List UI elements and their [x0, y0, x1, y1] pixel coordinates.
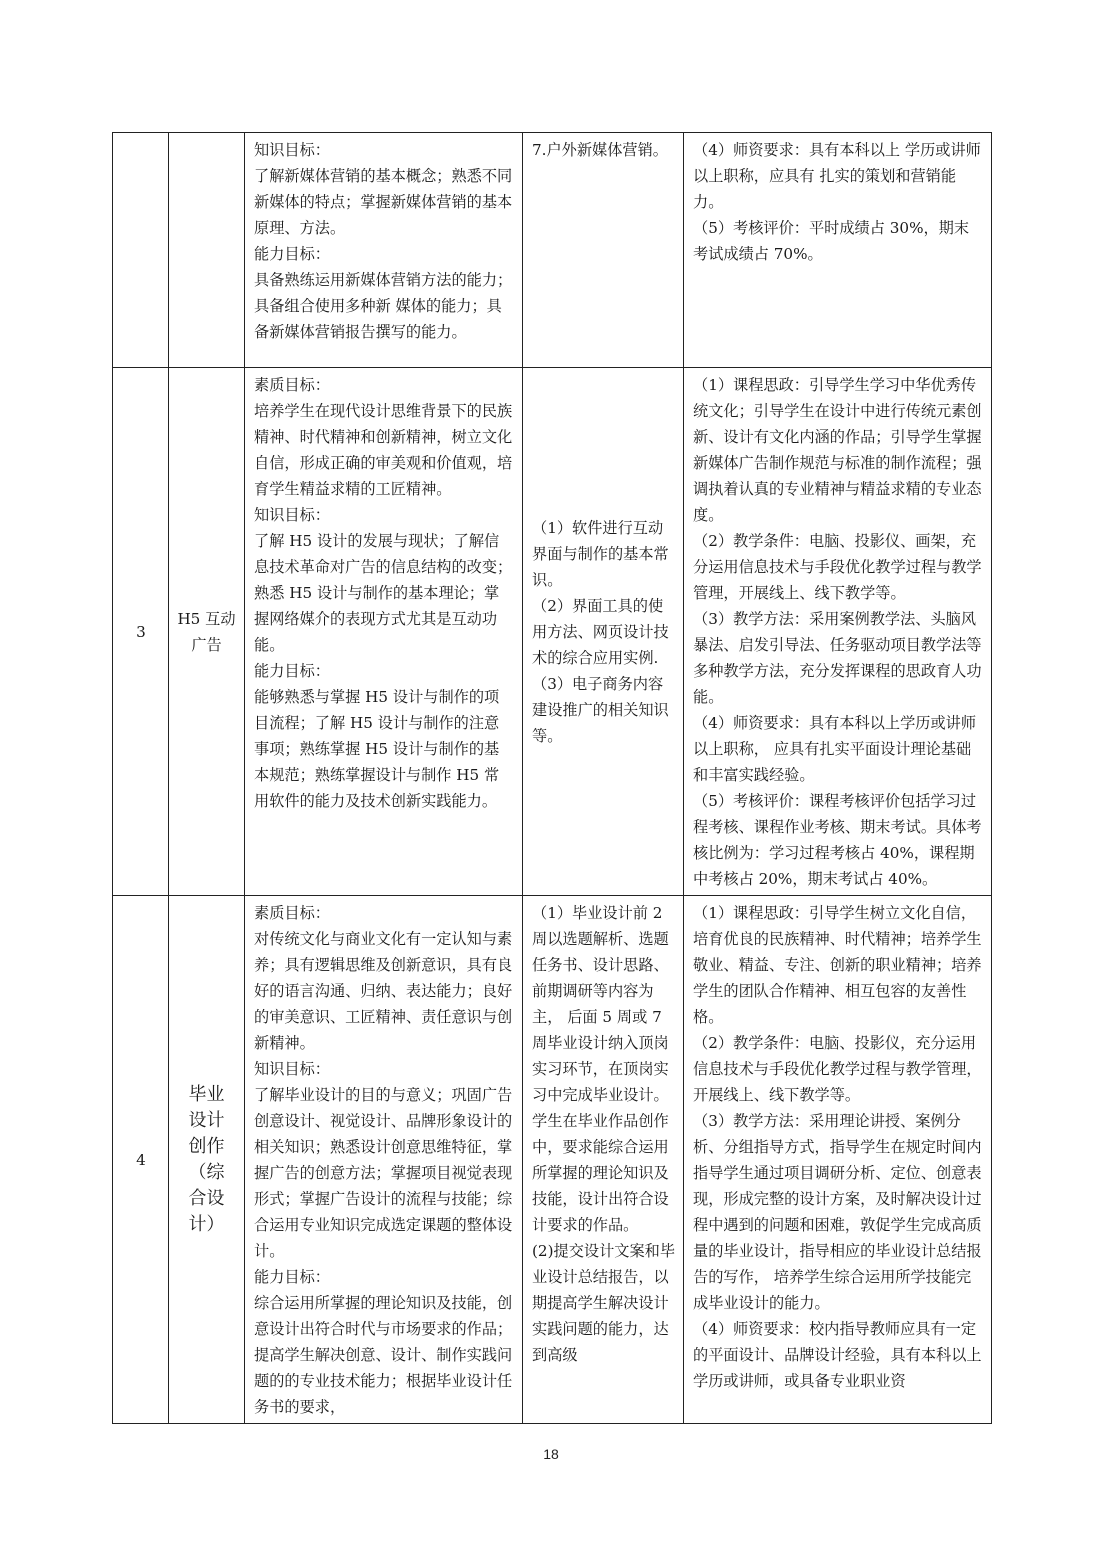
course-name-cell: 毕业设计创作（综合设计）: [169, 896, 245, 1424]
page-number: 18: [543, 1446, 559, 1462]
content-text: （1）软件进行互动界面与制作的基本常识。 （2）界面工具的使用方法、网页设计技术的综合应用实例. （3）电子商务内容建设推广的相关知识等。: [532, 519, 669, 745]
requirements-cell: [684, 368, 992, 896]
course-name-cell: H5 互动广告: [169, 368, 245, 896]
row-number-cell: 3: [113, 368, 169, 896]
requirements-text: （1）课程思政：引导学生学习中华优秀传统文化；引导学生在设计中进行传统元素创新、设计有文化内涵的作品；引导学生掌握新媒体广告制作规范与标准的制作流程；强调执着认真的专业精神与精益求精的专业态度。 （2）教学条件：电脑、投影仪、画架，充分运用信息技术与手段优化教学过程与教学管理，开展线上、线下教学等。 （3）教学方法：采用案例教学法、头脑风暴法、启发引导法、任务驱动项目教学法等多种教学方法，充分发挥课程的思政育人功能。 （4）师资要求：具有本科以上学历或讲师以上职称， 应具有扎实平面设计理论基础和丰富实践经验。 （5）考核评价：课程考核评价包括学习过程考核、课程作业考核、期末考试。具体考核比例为：学习过程考核占 40%，课程期中考核占 20%，期末考试占 40%。: [693, 376, 982, 888]
row-number-cell: 4: [113, 896, 169, 1424]
course-table: [112, 132, 992, 1424]
course-name-cell: [169, 133, 245, 368]
content-cell: [523, 368, 684, 896]
objectives-text: 素质目标： 对传统文化与商业文化有一定认知与素养；具有逻辑思维及创新意识，具有良好的语言沟通、归纳、表达能力；良好的审美意识、工匠精神、责任意识与创新精神。 知识目标： 了解毕业设计的目的与意义；巩固广告创意设计、视觉设计、品牌形象设计的相关知识；熟悉设计创意思维特征，掌握广告的创意方法；掌握项目视觉表现形式；掌握广告设计的流程与技能；综合运用专业知识完成选定课题的整体设计。 能力目标： 综合运用所掌握的理论知识及技能，创意设计出符合时代与市场要求的作品；提高学生解决创意、设计、制作实践问题的的专业技术能力；根据毕业设计任务书的要求，: [254, 904, 513, 1416]
requirements-cell: [684, 896, 992, 1424]
objectives-cell: [245, 368, 523, 896]
row-number-cell: [113, 133, 169, 368]
table-row: [113, 368, 992, 896]
content-cell: [523, 133, 684, 368]
requirements-cell: [684, 133, 992, 368]
objectives-text: 素质目标： 培养学生在现代设计思维背景下的民族精神、时代精神和创新精神，树立文化自信，形成正确的审美观和价值观，培育学生精益求精的工匠精神。 知识目标： 了解 H5 设计的发展与现状；了解信息技术革命对广告的信息结构的改变；熟悉 H5 设计与制作的基本理论；掌握网络媒介的表现方式尤其是互动功能。 能力目标： 能够熟悉与掌握 H5 设计与制作的项目流程；了解 H5 设计与制作的注意事项；熟练掌握 H5 设计与制作的基本规范；熟练掌握设计与制作 H5 常用软件的能力及技术创新实践能力。: [254, 376, 513, 810]
objectives-cell: [245, 896, 523, 1424]
objectives-text: 知识目标： 了解新媒体营销的基本概念；熟悉不同新媒体的特点；掌握新媒体营销的基本原理、方法。 能力目标： 具备熟练运用新媒体营销方法的能力；具备组合使用多种新 媒体的能力；具备新媒体营销报告撰写的能力。: [254, 141, 513, 341]
objectives-cell: [245, 133, 523, 368]
content-text: （1）毕业设计前 2 周以选题解析、选题任务书、设计思路、前期调研等内容为主， 后面 5 周或 7 周毕业设计纳入顶岗实习环节，在顶岗实习中完成毕业设计。学生在毕业作品创作中，要求能综合运用所掌握的理论知识及技能，设计出符合设计要求的作品。 (2)提交设计文案和毕业设计总结报告，以期提高学生解决设计实践问题的能力，达到高级: [532, 904, 676, 1364]
requirements-text: （1）课程思政：引导学生树立文化自信，培育优良的民族精神、时代精神；培养学生敬业、精益、专注、创新的职业精神；培养学生的团队合作精神、相互包容的友善性格。 （2）教学条件：电脑、投影仪，充分运用信息技术与手段优化教学过程与教学管理，开展线上、线下教学等。 （3）教学方法：采用理论讲授、案例分析、分组指导方式，指导学生在规定时间内指导学生通过项目调研分析、定位、创意表现，形成完整的设计方案，及时解决设计过程中遇到的问题和困难，敦促学生完成高质量的毕业设计，指导相应的毕业设计总结报告的写作， 培养学生综合运用所学技能完成毕业设计的能力。 （4）师资要求：校内指导教师应具有一定的平面设计、品牌设计经验，具有本科以上学历或讲师，或具备专业职业资: [693, 904, 982, 1390]
content-text: 7.户外新媒体营销。: [532, 141, 668, 159]
table-row: [113, 896, 992, 1424]
requirements-text: （4）师资要求：具有本科以上 学历或讲师以上职称，应具有 扎实的策划和营销能力。 （5）考核评价：平时成绩占 30%，期末考试成绩占 70%。: [693, 141, 981, 263]
table-row: [113, 133, 992, 368]
content-cell: [523, 896, 684, 1424]
